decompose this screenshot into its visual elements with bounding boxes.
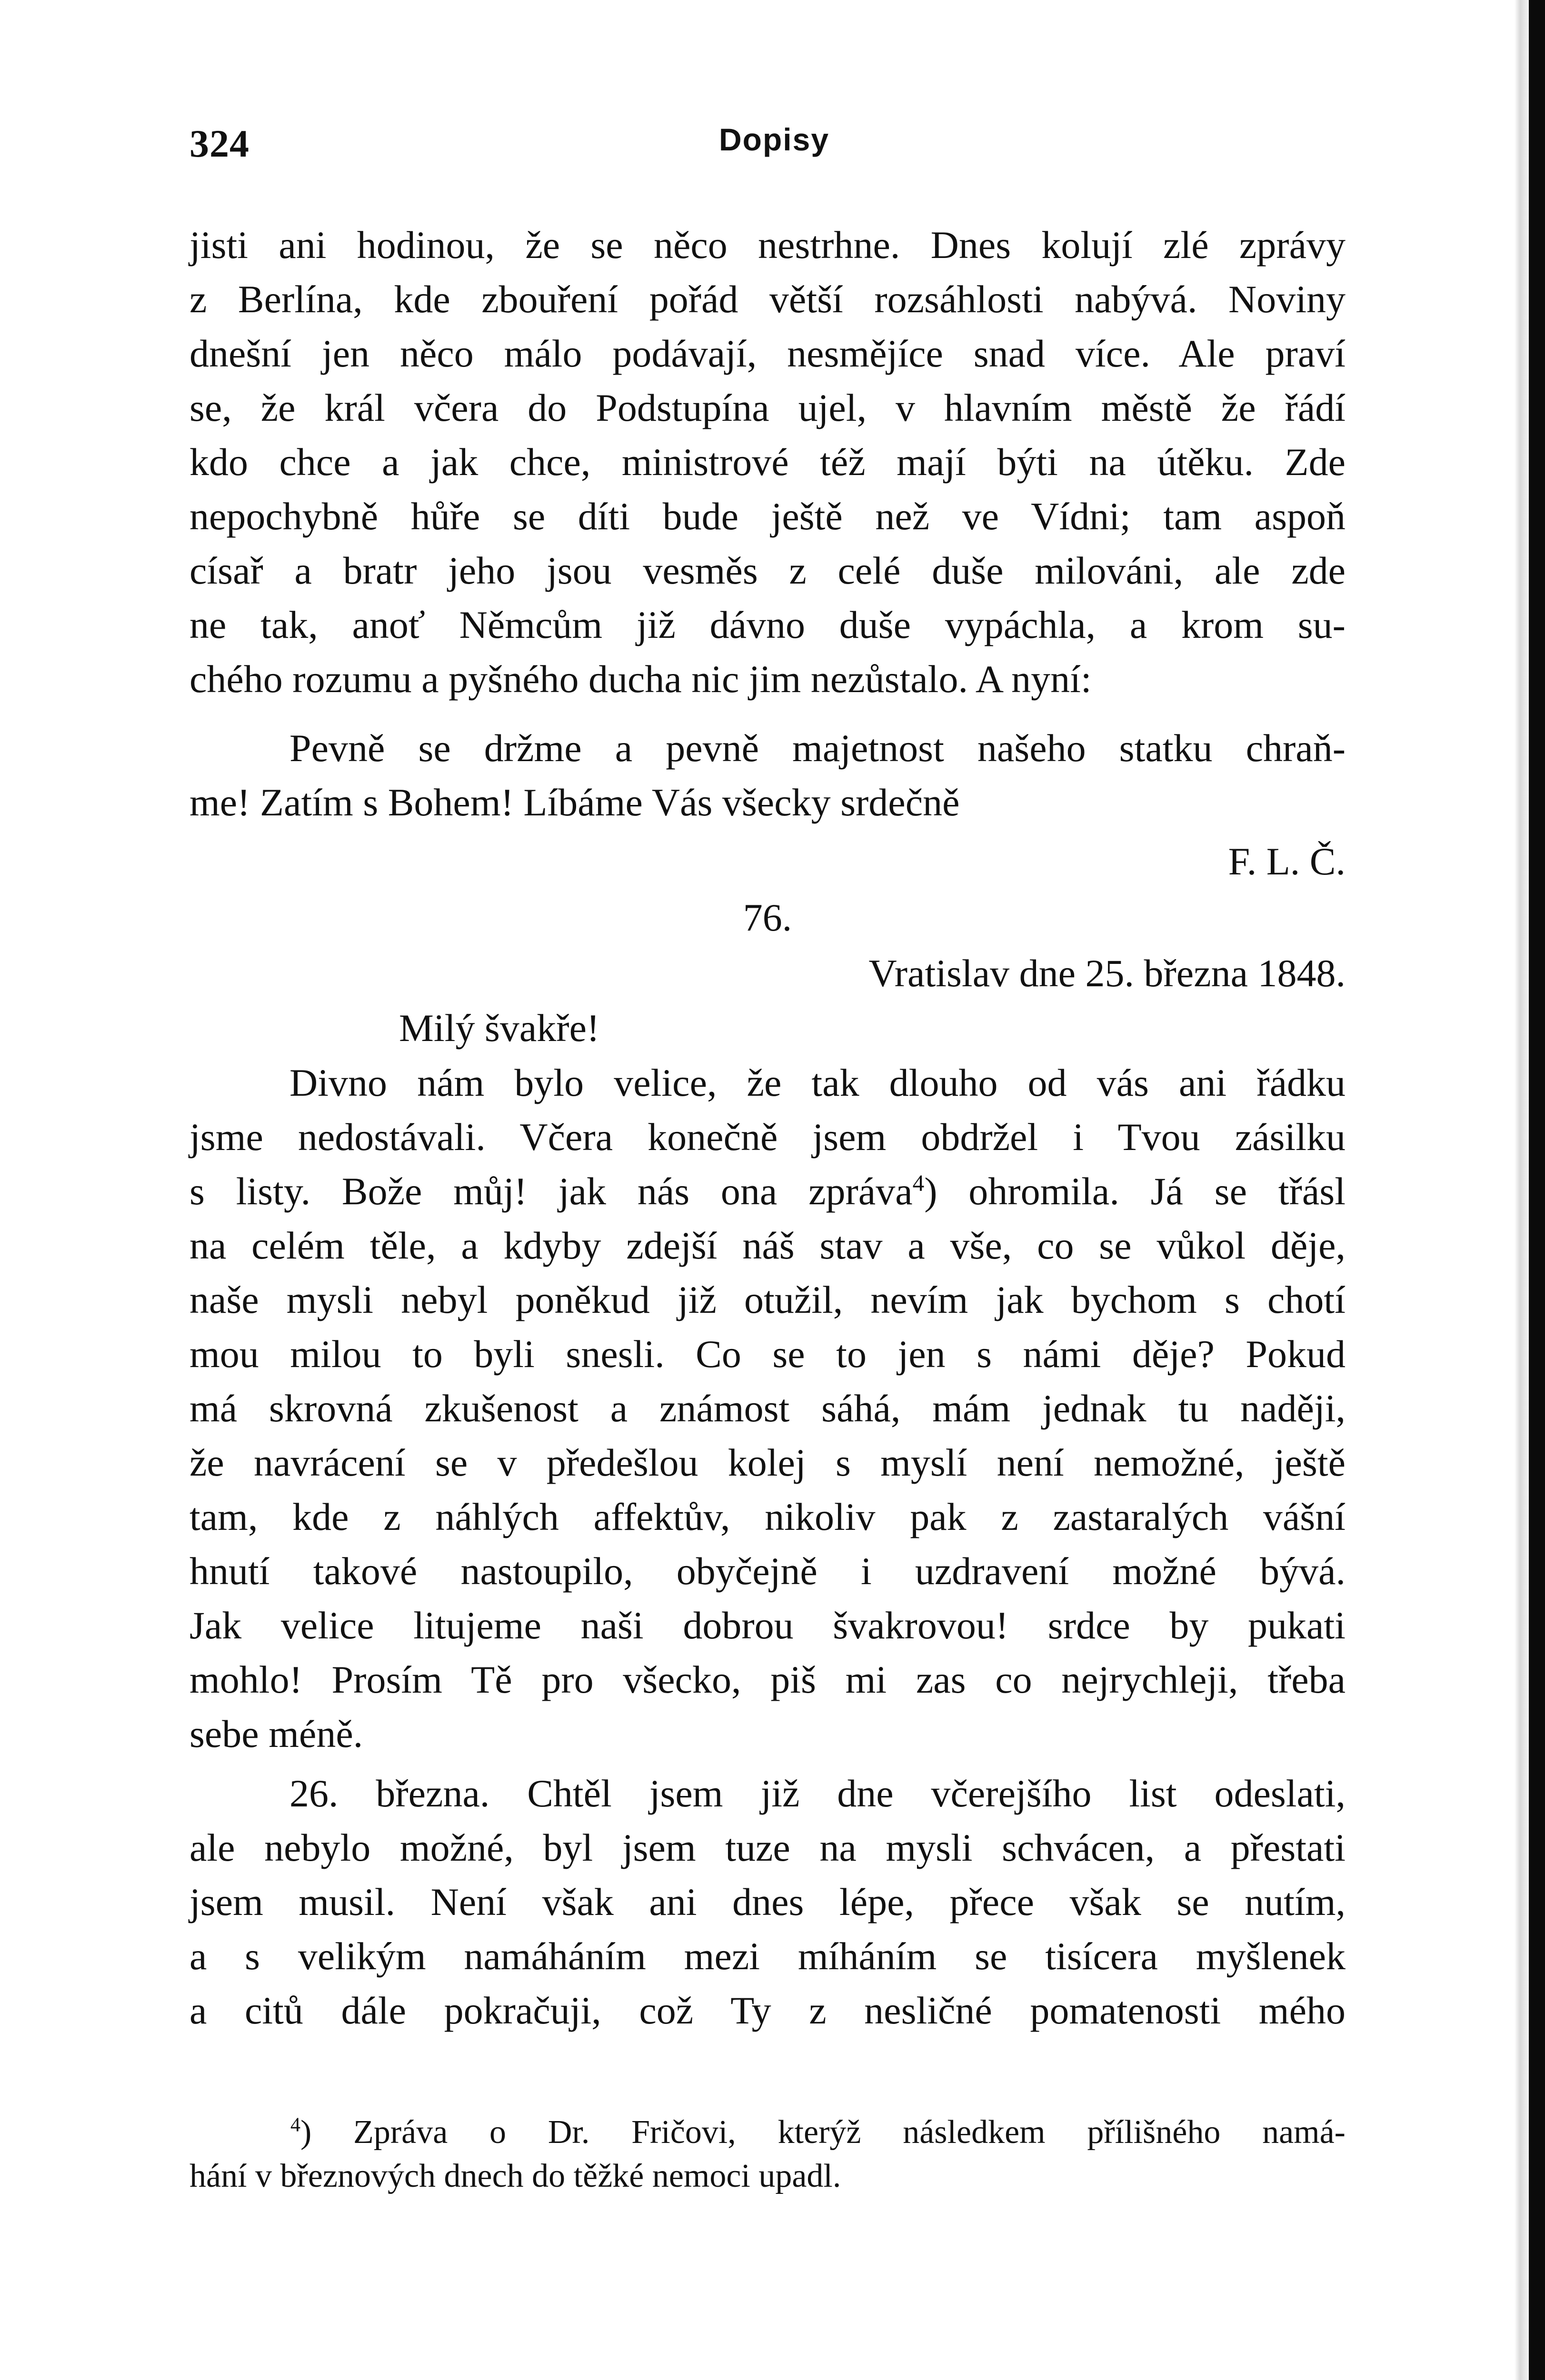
text-line: z Berlína, kde zbouření pořád větší rozsáhlosti nabývá. Noviny <box>189 278 1346 321</box>
salutation: Milý švakře! <box>399 1006 600 1050</box>
page-edge-shadow <box>1515 0 1529 2380</box>
page-number: 324 <box>189 122 249 165</box>
text-line: ne tak, anoť Němcům již dávno duše vypáchla, a krom su- <box>189 603 1346 646</box>
text-line: na celém těle, a kdyby zdejší náš stav a vše, co se vůkol děje, <box>189 1224 1346 1267</box>
letter-number: 76. <box>743 896 792 939</box>
text-line: kdo chce a jak chce, ministrové též mají býti na útěku. Zde <box>189 440 1346 484</box>
footnote-line <box>290 2112 1346 2153</box>
place-date: Vratislav dne 25. března 1848. <box>868 952 1346 995</box>
text-line: jsem musil. Není však ani dnes lépe, přece však se nutím, <box>189 1880 1346 1924</box>
footnote-text: ) Zpráva o Dr. Fričovi, kterýž následkem přílišného namá- <box>300 2114 1346 2151</box>
text-line: Pevně se držme a pevně majetnost našeho statku chraň- <box>289 726 1346 770</box>
signature-initials: F. L. Č. <box>1228 840 1346 883</box>
text-line: a s velikým namáháním mezi míháním se tisícera myšlenek <box>189 1934 1346 1978</box>
text-line: hnutí takové nastoupilo, obyčejně i uzdravení možné bývá. <box>189 1549 1346 1593</box>
scan-border <box>1529 0 1545 2380</box>
footnote-line: hání v březnových dnech do těžké nemoci upadl. <box>189 2158 841 2194</box>
text-line: ale nebylo možné, byl jsem tuze na mysli schvácen, a přestati <box>189 1826 1346 1869</box>
text-line: se, že král včera do Podstupína ujel, v hlavním městě že řádí <box>189 386 1346 429</box>
text-line <box>189 1168 1346 1215</box>
footnote-marker: 4 <box>290 2114 300 2136</box>
text-line: sebe méně. <box>189 1712 363 1755</box>
footnote-reference: 4 <box>912 1170 925 1196</box>
text-line: chého rozumu a pyšného ducha nic jim nezůstalo. A nyní: <box>189 657 1092 701</box>
text-line: Jak velice litujeme naši dobrou švakrovou! srdce by pukati <box>189 1604 1346 1647</box>
text-line: nepochybně hůře se díti bude ještě než ve Vídni; tam aspoň <box>189 495 1346 538</box>
text-line: a citů dále pokračuji, což Ty z nesličné pomatenosti mého <box>189 1989 1346 2032</box>
text-line: že navrácení se v předešlou kolej s myslí není nemožné, ještě <box>189 1441 1346 1484</box>
text-line: me! Zatím s Bohem! Líbáme Vás všecky srdečně <box>189 781 960 824</box>
running-head: Dopisy <box>719 122 830 157</box>
text-line: tam, kde z náhlých affektův, nikoliv pak z zastaralých vášní <box>189 1495 1346 1538</box>
text-line: jsme nedostávali. Včera konečně jsem obdržel i Tvou zásilku <box>189 1115 1346 1159</box>
text-segment: s listy. Bože můj! jak nás ona zpráva <box>189 1170 913 1213</box>
text-line: naše mysli nebyl poněkud již otužil, nevím jak bychom s chotí <box>189 1278 1346 1321</box>
text-line: má skrovná zkušenost a známost sáhá, mám jednak tu naději, <box>189 1387 1346 1430</box>
text-line: císař a bratr jeho jsou vesměs z celé duše milováni, ale zde <box>189 549 1346 592</box>
text-segment: ) ohromila. Já se třásl <box>924 1170 1346 1213</box>
text-line: 26. března. Chtěl jsem již dne včerejšího list odeslati, <box>289 1772 1346 1815</box>
text-line: mou milou to byli snesli. Co se to jen s námi děje? Pokud <box>189 1332 1346 1376</box>
text-line: mohlo! Prosím Tě pro všecko, piš mi zas co nejrychleji, třeba <box>189 1658 1346 1701</box>
text-line: jisti ani hodinou, že se něco nestrhne. Dnes kolují zlé zprávy <box>189 223 1346 267</box>
text-line: Divno nám bylo velice, že tak dlouho od vás ani řádku <box>289 1061 1346 1104</box>
text-line: dnešní jen něco málo podávají, nesmějíce snad více. Ale praví <box>189 332 1346 375</box>
